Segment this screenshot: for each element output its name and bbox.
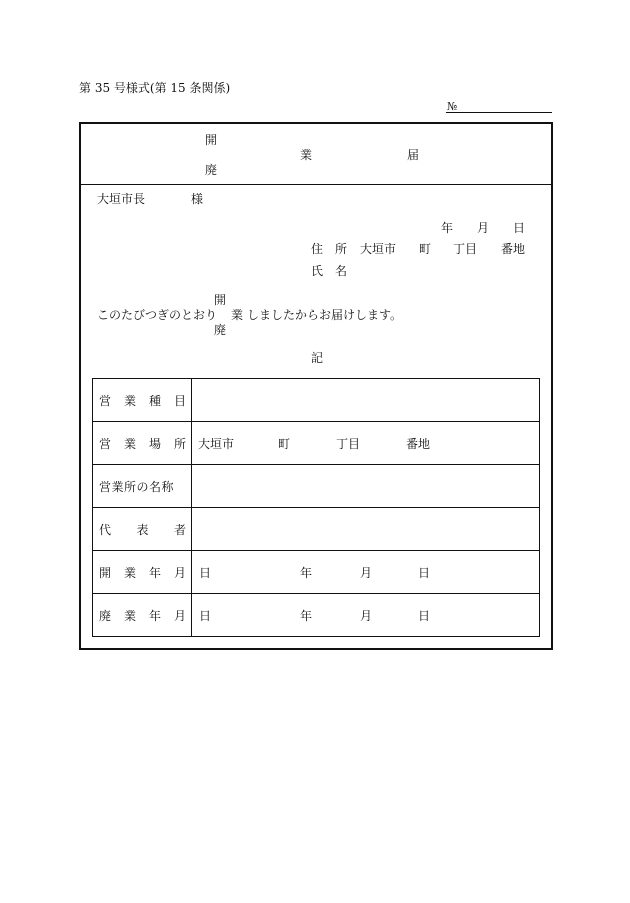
details-table <box>92 378 540 637</box>
statement-open-option: 開 <box>214 293 227 307</box>
number-label: № <box>447 100 458 113</box>
date-month[interactable]: 月 <box>477 221 490 235</box>
ki-heading: 記 <box>311 351 324 365</box>
table-row <box>93 594 540 637</box>
business-location-label: 営 業 場 所 <box>93 422 192 465</box>
applicant-name-label[interactable]: 氏 名 <box>311 264 348 278</box>
closing-date-field[interactable] <box>192 594 540 637</box>
business-location-field[interactable] <box>192 422 540 465</box>
applicant-banchi[interactable]: 番地 <box>501 242 526 256</box>
closing-month: 月 <box>360 608 373 623</box>
location-banchi: 番地 <box>406 436 431 451</box>
applicant-address-label: 住 所 <box>311 242 348 256</box>
location-chome: 丁目 <box>336 436 361 451</box>
closing-year: 年 <box>300 608 313 623</box>
form-frame <box>79 122 553 650</box>
header-divider <box>81 184 551 185</box>
statement-rest: しましたからお届けします。 <box>247 308 403 322</box>
applicant-chome[interactable]: 丁目 <box>453 242 478 256</box>
statement-business: 業 <box>231 308 244 322</box>
business-type-label: 営 業 種 目 <box>93 379 192 422</box>
statement-text: このたびつぎのとおり <box>97 308 218 322</box>
business-type-field[interactable] <box>192 379 540 422</box>
applicant-city: 大垣市 <box>360 242 397 256</box>
form-number-label: 第 35 号様式(第 15 条関係) <box>79 81 231 95</box>
table-row <box>93 465 540 508</box>
date-year[interactable]: 年 <box>441 221 454 235</box>
location-town: 町 <box>278 436 291 451</box>
office-name-field[interactable] <box>192 465 540 508</box>
applicant-town[interactable]: 町 <box>419 242 432 256</box>
closing-day: 日 <box>418 608 431 623</box>
opening-date-label: 開 業 年 月 日 <box>93 551 192 594</box>
table-row <box>93 379 540 422</box>
table-row <box>93 508 540 551</box>
representative-label: 代 表 者 <box>93 508 192 551</box>
title-open-option: 開 <box>205 133 218 147</box>
addressee-honorific: 様 <box>191 192 204 206</box>
representative-field[interactable] <box>192 508 540 551</box>
location-city: 大垣市 <box>198 436 235 451</box>
title-close-option: 廃 <box>205 163 218 177</box>
office-name-label: 営業所の名称 <box>93 465 192 508</box>
title-business: 業 <box>300 148 313 162</box>
table-row <box>93 551 540 594</box>
opening-day: 日 <box>418 565 431 580</box>
opening-year: 年 <box>300 565 313 580</box>
title-notice: 届 <box>407 148 420 162</box>
closing-date-label: 廃 業 年 月 日 <box>93 594 192 637</box>
date-day[interactable]: 日 <box>513 221 526 235</box>
statement-close-option: 廃 <box>214 323 227 337</box>
opening-date-field[interactable] <box>192 551 540 594</box>
number-field-line[interactable] <box>446 112 552 113</box>
table-row <box>93 422 540 465</box>
opening-month: 月 <box>360 565 373 580</box>
addressee-name: 大垣市長 <box>97 192 146 206</box>
